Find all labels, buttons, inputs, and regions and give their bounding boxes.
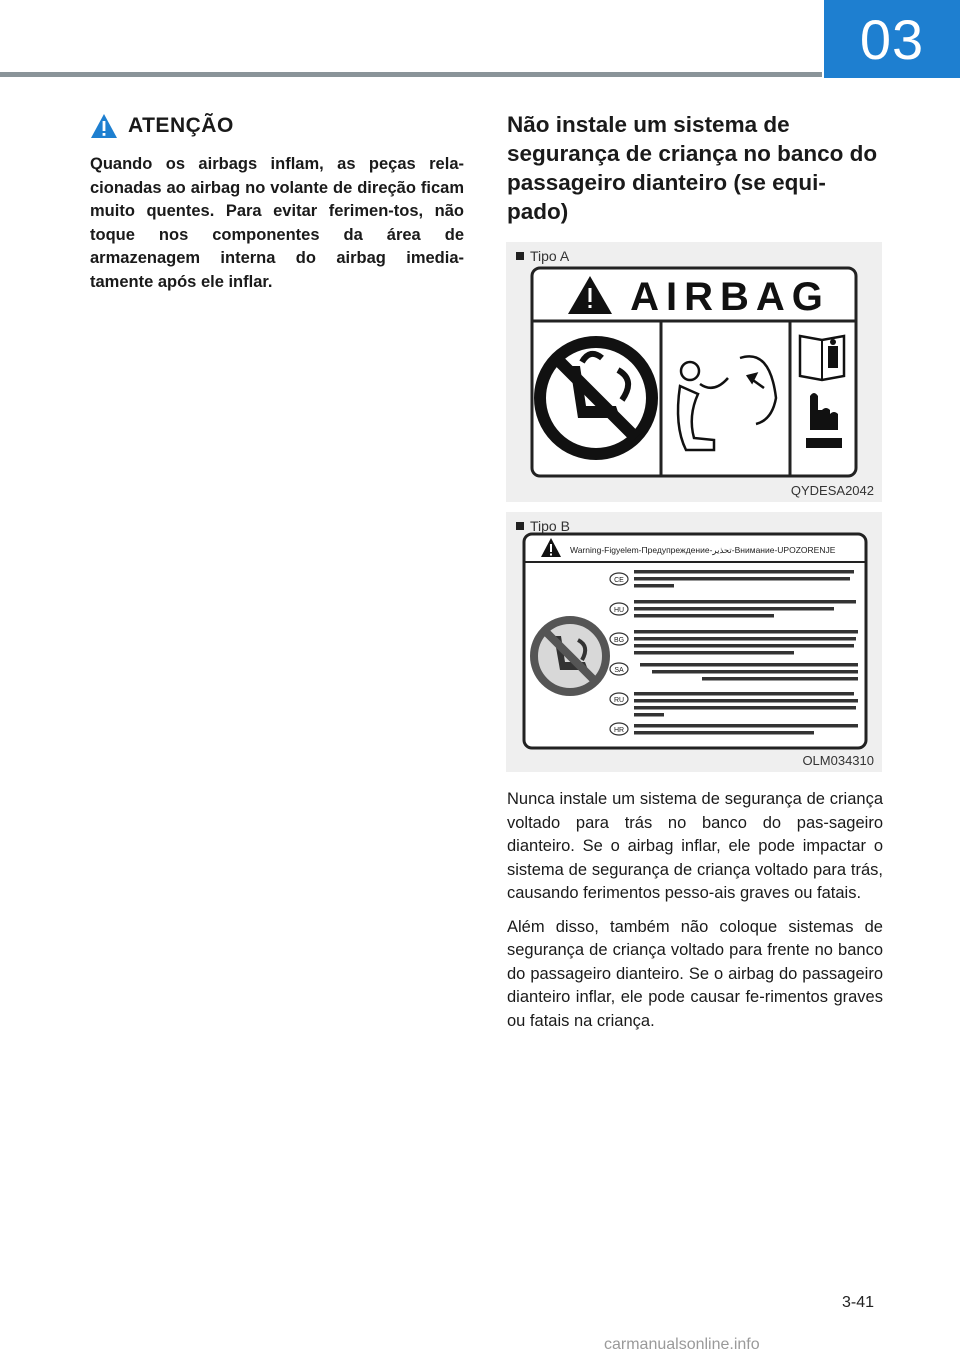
header-rule: [0, 72, 822, 77]
warning-box: [90, 113, 464, 294]
lang-code: BG: [613, 637, 625, 644]
watermark: carmanualsonline.info: [604, 1336, 760, 1353]
figure-b-label-text: Tipo B: [530, 518, 570, 534]
figure-a-label: [516, 248, 569, 264]
bullet-square-icon: [516, 252, 524, 260]
section-title: Não instale um sistema de segurança de criança no banco do passageiro dianteiro (se equi-pado): [507, 112, 878, 224]
warning-title: ATENÇÃO: [128, 114, 234, 137]
label-b-no-child-seat-icon: [534, 620, 606, 692]
paragraph: Nunca instale um sistema de segurança de criança voltado para trás no banco do pas-sageiro dianteiro. Se o airbag inflar, ele pode impactar o sistema de segurança de criança voltado para trás, causando ferimentos pesso-ais graves ou fatais.: [507, 790, 883, 902]
lang-code: RU: [613, 697, 625, 704]
figure-a-code: QYDESA2042: [790, 483, 874, 498]
lang-code: HR: [613, 727, 625, 734]
bullet-square-icon: [516, 522, 524, 530]
figure-a-label-text: Tipo A: [530, 248, 570, 264]
figure-tipo-b: [506, 512, 882, 772]
figure-b-code: OLM034310: [802, 753, 874, 768]
airbag-label-text: AIRBAG: [630, 275, 830, 319]
airbag-warning-label: [530, 266, 858, 478]
warning-triangle-icon: [90, 113, 118, 139]
lang-code: CE: [614, 577, 624, 584]
chapter-tab: 03: [824, 0, 960, 78]
no-child-seat-icon: [540, 342, 652, 454]
warning-text: Quando os airbags inflam, as peças rela-cionadas ao airbag no volante de direção ficam muito quentes. Para evitar ferimen-tos, não toque nos componentes da área de armazenagem interna do airbag imedia-tamente após ele inflar.: [90, 155, 464, 291]
figure-tipo-a: [506, 242, 882, 502]
paragraph: Além disso, também não coloque sistemas de segurança de criança voltado para frente no banco do passageiro dianteiro. Se o airbag do passageiro dianteiro inflar, ele pode causar fe-rimentos graves ou fatais na criança.: [507, 917, 883, 1030]
lang-code: HU: [613, 607, 625, 614]
label-b-header-text: Warning-Figyelem-Предупреждение-تحذير-Внимание-UPOZORENJE: [570, 545, 836, 555]
lang-code: SA: [614, 667, 624, 674]
warning-header: [90, 113, 464, 139]
right-column: [507, 110, 883, 1033]
page-number: 3-41: [842, 1294, 875, 1311]
multilanguage-warning-label: [522, 532, 868, 750]
